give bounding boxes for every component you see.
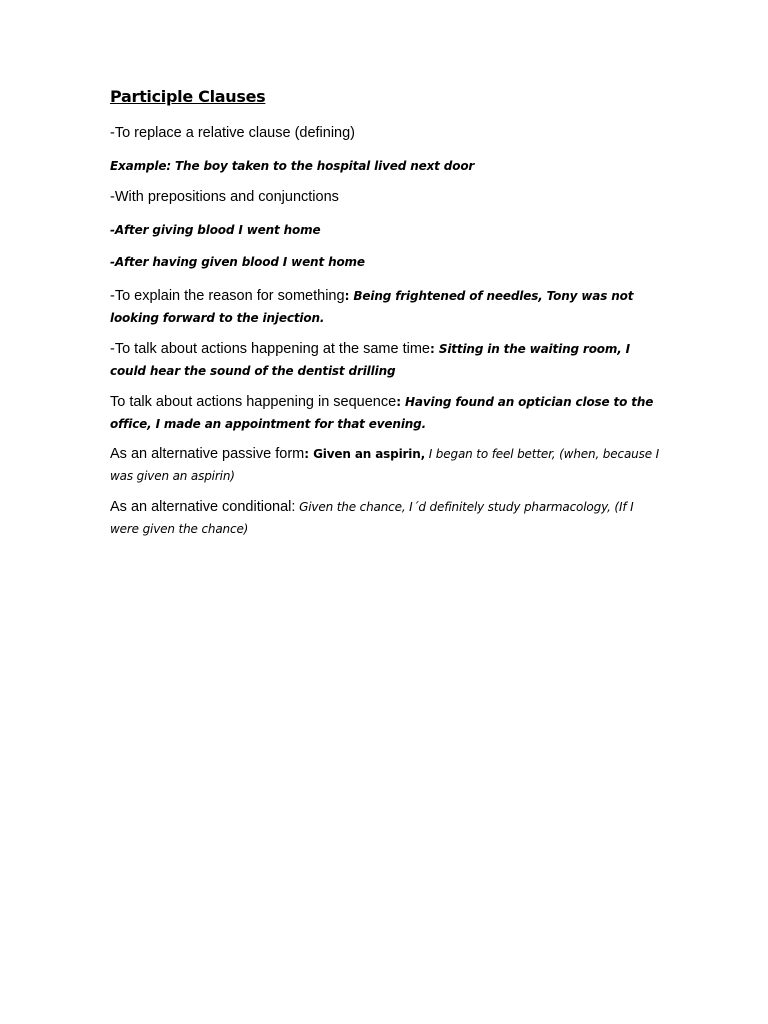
point-conditional-example: Given the chance, I´d definitely study pharmacology, (If I were given the chance) bbox=[110, 500, 634, 536]
point-same-time bbox=[110, 338, 666, 382]
point-passive-colon: : bbox=[304, 447, 310, 461]
point-sequence-example: Having found an optician close to the office, I made an appointment for that evening. bbox=[110, 395, 654, 431]
point-conditional bbox=[110, 496, 666, 540]
point-sequence-lead: To talk about actions happening in sequence bbox=[110, 394, 397, 410]
point-conditional-lead: As an alternative conditional: bbox=[110, 499, 296, 515]
point-passive-lead: As an alternative passive form bbox=[110, 446, 305, 462]
point-passive bbox=[110, 443, 666, 487]
point-same-time-colon: : bbox=[430, 342, 435, 356]
example-text: The boy taken to the hospital lived next door bbox=[170, 159, 475, 173]
example-relative-clause bbox=[110, 155, 666, 177]
example-label: Example: bbox=[110, 159, 171, 173]
point-sequence bbox=[110, 391, 666, 435]
document-title: Participle Clauses bbox=[110, 87, 266, 106]
point-prepositions: -With prepositions and conjunctions bbox=[110, 189, 339, 205]
example-after-having-given: -After having given blood I went home bbox=[110, 255, 365, 269]
example-after-giving: -After giving blood I went home bbox=[110, 223, 321, 237]
point-sequence-colon: : bbox=[396, 395, 401, 409]
point-relative-clause: -To replace a relative clause (defining) bbox=[110, 125, 356, 141]
point-same-time-lead: -To talk about actions happening at the same time bbox=[110, 341, 430, 357]
point-reason-lead: -To explain the reason for something bbox=[110, 288, 345, 304]
point-same-time-example: Sitting in the waiting room, I could hear the sound of the dentist drilling bbox=[110, 342, 630, 378]
point-passive-bold: Given an aspirin, bbox=[309, 447, 426, 461]
point-reason-example: Being frightened of needles, Tony was not looking forward to the injection. bbox=[110, 289, 634, 325]
point-reason-colon: : bbox=[344, 289, 350, 303]
point-passive-example: I began to feel better, (when, because I was given an aspirin) bbox=[110, 447, 660, 483]
point-reason bbox=[110, 285, 666, 329]
